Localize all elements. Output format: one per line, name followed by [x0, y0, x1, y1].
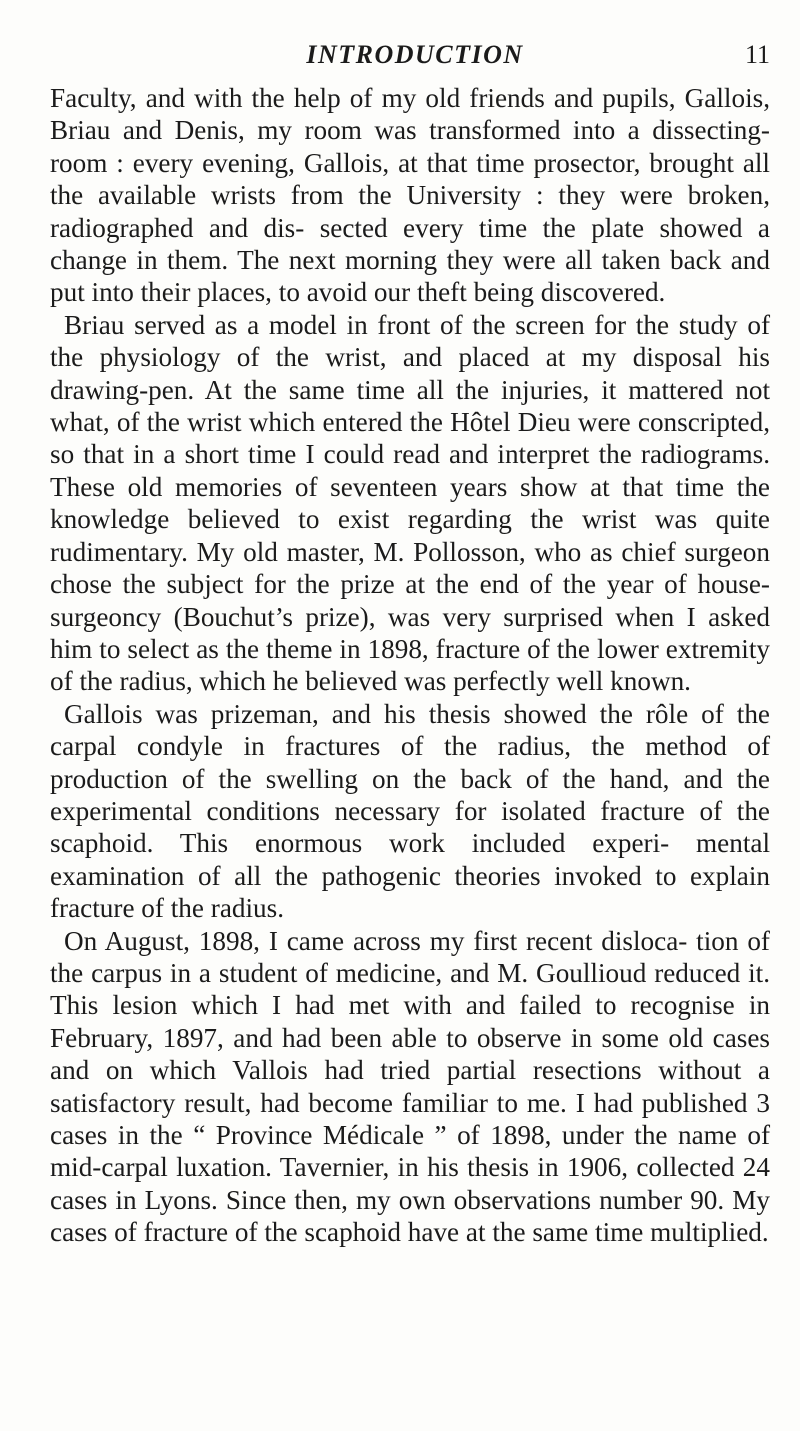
page-number: 11 — [744, 40, 770, 69]
paragraph: Gallois was prizeman, and his thesis showed the rôle of the carpal condyle in fractures of the radius, the method of production of the swelling on the back of the hand, and the experimental conditions necessary for isolated fracture of the scaphoid. This enormous work included experi- mental examination of all the pathogenic theories invoked to explain fracture of the radius. — [50, 698, 770, 924]
paragraph: Briau served as a model in front of the screen for the study of the physiology of the wrist, and placed at my disposal his drawing-pen. At the same time all the injuries, it mattered not what, of the wrist which entered the Hôtel Dieu were conscripted, so that in a short time I could read and interpret the radiograms. These old memories of seventeen years show at that time the knowledge believed to exist regarding the wrist was quite rudimentary. My old master, M. Pollosson, who as chief surgeon chose the subject for the prize at the end of the year of house- surgeoncy (Bouchut’s prize), was very surprised when I asked him to select as the theme in 1898, fracture of the lower extremity of the radius, which he believed was perfectly well known. — [50, 309, 770, 697]
paragraph: On August, 1898, I came across my first recent disloca- tion of the carpus in a student of medicine, and M. Goullioud reduced it. This lesion which I had met with and failed to recognise in February, 1897, and had been able to observe in some old cases and on which Vallois had tried partial resections without a satisfactory result, had become familiar to me. I had published 3 cases in the “ Province Médicale ” of 1898, under the name of mid-carpal luxation. Tavernier, in his thesis in 1906, collected 24 cases in Lyons. Since then, my own observations number 90. My cases of fracture of the scaphoid have at the same time multiplied. — [50, 925, 770, 1248]
body-text — [50, 82, 770, 1249]
paragraph: Faculty, and with the help of my old friends and pupils, Gallois, Briau and Denis, my room was transformed into a dissecting-room : every evening, Gallois, at that time prosector, brought all the available wrists from the University : they were broken, radiographed and dis- sected every time the plate showed a change in them. The next morning they were all taken back and put into their places, to avoid our theft being discovered. — [50, 83, 770, 308]
running-title: INTRODUCTION — [306, 40, 524, 69]
running-head — [60, 36, 770, 76]
